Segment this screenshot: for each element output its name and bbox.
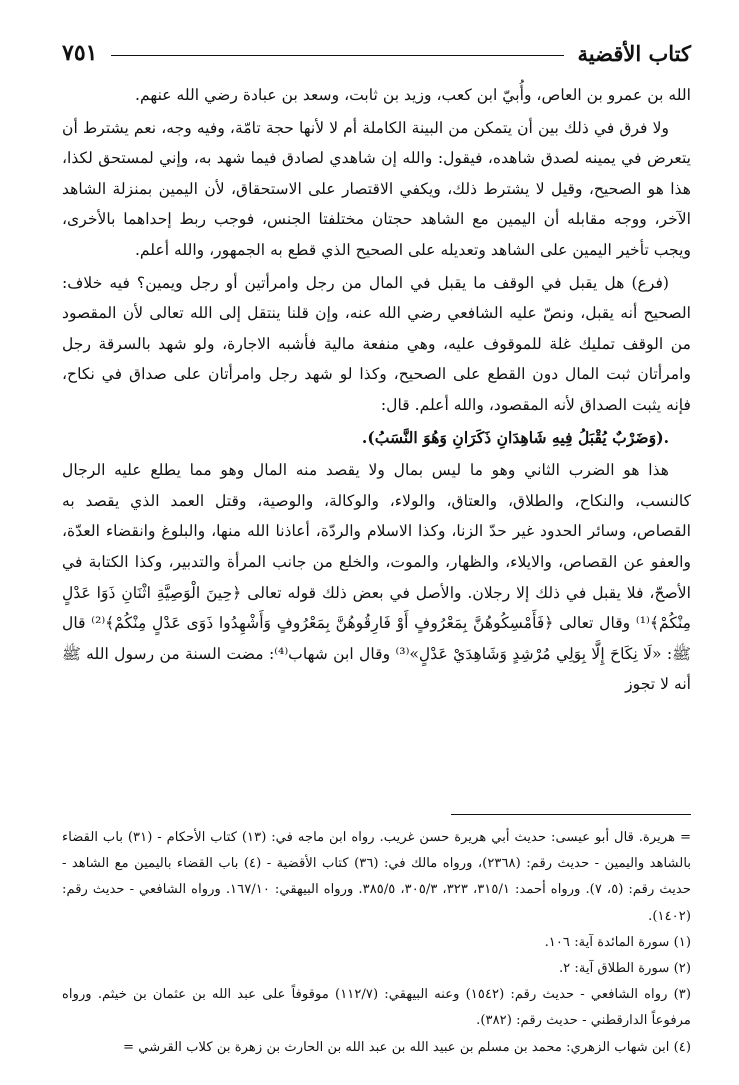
paragraph-second-type: هذا هو الضرب الثاني وهو ما ليس بمال ولا يقصد منه المال وهو مما يطلع عليه الرجال كالنسب، والنكاح، والطلاق، والعتاق، والولاء، والوكالة، والوصية، وقتل العمد الذي يقصد به القصاص، وسائر الحدود غير حدّ الزنا، وكذا الاسلام والردّة، أعاذنا الله منها، والبلوغ وانقضاء العدّة، والعفو عن القصاص، والايلاء، والظهار، والموت، والخلع من جانب المرأة والتدبير، وكذا الكتابة في الأصحّ، فلا يقبل في ذلك إلا رجلان. والأصل في بعض ذلك قوله تعالى ﴿حِينَ الْوَصِيَّةِ اثْنَانِ ذَوَا عَدْلٍ مِنْكُمْ﴾⁽¹⁾ وقال تعالى ﴿فَأَمْسِكُوهُنَّ بِمَعْرُوفٍ أَوْ فَارِقُوهُنَّ بِمَعْرُوفٍ وَأَشْهِدُوا ذَوَى عَدْلٍ مِنْكُمْ﴾⁽²⁾ قال ﷺ: «لَا نِكَاحَ إِلَّا بِوَلِي مُرْشِدٍ وَشَاهِدَيْ عَدْلٍ»⁽³⁾ وقال ابن شهاب⁽⁴⁾: مضت السنة من رسول الله ﷺ أنه لا تجوز xyxy=(62,461,692,694)
main-text xyxy=(62,80,691,700)
paragraph-waqf-branch: (فرع) هل يقبل في الوقف ما يقبل في المال من رجل وامرأتين أو رجل ويمين؟ فيه خلاف: الصحيح أنه يقبل، ونصّ عليه الشافعي رضي الله عنه، وإن قلنا ينتقل إلى الله تعالى لأن المقصود من الوقف تمليك غلة للموقوف عليه، وهي منفعة مالية فأشبه الاجارة، ولو شهد بالسرقة رجل وامرأتان ثبت المال دون القطع على الصحيح، وكذا لو شهد رجل وامرأتان على صداق في نكاح، فإنه يثبت الصداق لأنه المقصود، والله أعلم. قال: xyxy=(62,273,691,414)
footnotes xyxy=(62,814,691,1061)
paragraph-continuation: الله بن عمرو بن العاص، وأُبيّ ابن كعب، وزيد بن ثابت، وسعد بن عبادة رضي الله عنهم. xyxy=(135,86,691,104)
footnote-continued: = هريرة. قال أبو عيسى: حديث أبي هريرة حسن غريب. رواه ابن ماجه في: (١٣) كتاب الأحكام - (٣١) باب القضاء بالشاهد واليمين - حديث رقم: (٢٣٦٨)، ورواه مالك في: (٣٦) كتاب الأقضية - (٤) باب القضاء باليمين مع الشاهد - حديث رقم: (٥، ٧). ورواه أحمد: ٣١٥/١، ٣٢٣، ٣٠٥/٣، ٣٨٥/٥. ورواه البيهقي: ١٦٧/١٠. ورواه الشافعي - حديث رقم: (١٤٠٢). xyxy=(62,830,692,924)
matn-quote: .(وَضَرْبٌ يُقْبَلُ فِيهِ شَاهِدَانِ ذَكَرَانِ وَهُوَ النَّسَبُ). xyxy=(361,427,669,447)
paragraph-oath-witness: ولا فرق في ذلك بين أن يتمكن من البينة الكاملة أم لا لأنها حجة تامّة، وفيه وجه، نعم يشترط أن يتعرض في يمينه لصدق شاهده، فيقول: والله إن شاهدي لصادق فيما شهد به، وإني لمستحق لكذا، هذا هو الصحيح، وقيل لا يشترط ذلك، ويكفي الاقتصار على الاستحقاق، لأن اليمين بمنزلة الشاهد الآخر، ووجه مقابله أن اليمين مع الشاهد حجتان مختلفتا الجنس، فوجب ربط إحداهما بالأخرى، ويجب تأخير اليمين على الشاهد وتعديله على الصحيح الذي قطع به الجمهور، والله أعلم. xyxy=(62,118,691,259)
page-header xyxy=(62,36,691,70)
footnote-4: (٤) ابن شهاب الزهري: محمد بن مسلم بن عبيد الله بن عبد الله بن الحارث بن زهرة بن كلاب القرشي = xyxy=(122,1039,691,1055)
running-title: كتاب الأقضية xyxy=(577,40,691,66)
footnote-1: (١) سورة المائدة آية: ١٠٦. xyxy=(544,934,691,950)
footnote-divider xyxy=(451,814,691,815)
footnote-2: (٢) سورة الطلاق آية: ٢. xyxy=(558,961,691,977)
header-rule xyxy=(111,55,563,56)
page-number: ٧٥١ xyxy=(62,40,98,66)
footnote-3: (٣) رواه الشافعي - حديث رقم: (١٥٤٢) وعنه البيهقي: (١١٢/٧) موقوفاً على عبد الله بن عثمان بن خيثم. ورواه مرفوعاً الدارقطني - حديث رقم: (٣٨٢). xyxy=(62,987,691,1029)
